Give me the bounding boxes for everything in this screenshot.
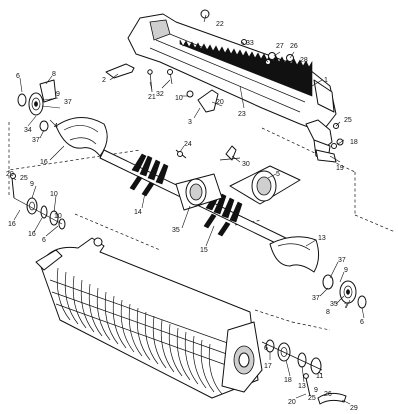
callout-8-left: 8 (52, 71, 56, 78)
callout-16-right: 18 (284, 377, 292, 384)
clip-31 (220, 146, 240, 160)
callout-23: 24 (184, 141, 192, 148)
callout-9-lower-right: 9 (314, 387, 318, 394)
left-bearing-stack (18, 80, 56, 131)
callout-6-left: 6 (16, 73, 20, 80)
callout-22: 23 (238, 111, 246, 118)
hub-detail-inset (230, 166, 300, 204)
callout-4: 4 (54, 123, 58, 130)
callout-21: 22 (216, 21, 224, 28)
pin-23 (176, 150, 186, 158)
callout-26-left: 25 (20, 175, 28, 182)
callout-34: 33 (246, 40, 254, 47)
callout-29: 28 (300, 57, 308, 64)
upper-frame-assembly (128, 10, 343, 160)
callout-10-right: 11 (316, 373, 324, 380)
callout-18: 19 (336, 165, 344, 172)
callout-13-right: 15 (200, 247, 208, 254)
callout-13-left: 14 (134, 209, 142, 216)
callout-25-mid: 25 (308, 395, 316, 402)
callout-19-left: 20 (6, 171, 14, 178)
callout-10-left: 10 (50, 191, 58, 198)
callout-30: 29 (350, 405, 358, 412)
callout-6-right: 6 (360, 319, 364, 326)
callout-37-left-b: 37 (32, 137, 40, 144)
callout-35-left: 34 (24, 127, 32, 134)
callout-2: 2 (102, 77, 106, 84)
callout-9-lower: 9 (30, 181, 34, 188)
callout-25-right: 26 (324, 391, 332, 398)
rotor-drum (36, 238, 262, 398)
callout-12: 13 (318, 235, 326, 242)
callout-6-lower-mid: 6 (264, 345, 268, 352)
callout-5: 5 (276, 171, 280, 178)
callout-36: 35 (172, 227, 180, 234)
callout-27: 26 (290, 43, 298, 50)
callout-17: 18 (350, 139, 358, 146)
callout-19-top: 20 (216, 99, 224, 106)
callout-10-mid: 10 (54, 213, 62, 220)
callout-24: 25 (344, 117, 352, 124)
callout-14: 16 (40, 159, 48, 166)
left-drive-assembly (11, 174, 66, 230)
hook-bracket (198, 90, 218, 112)
callout-33: 32 (156, 91, 164, 98)
callout-11: 13 (298, 383, 306, 390)
callout-37-right-b: 37 (312, 295, 320, 302)
callout-28: 27 (276, 43, 284, 50)
callout-35-right: 35 (330, 301, 338, 308)
callout-37-left: 37 (64, 99, 72, 106)
auger-flight-right (270, 237, 319, 272)
callout-9-right: 9 (344, 267, 348, 274)
callout-32: 31 (252, 57, 260, 64)
callout-8-right: 8 (326, 309, 330, 316)
lower-right-drive (262, 340, 346, 404)
callout-3: 3 (188, 119, 192, 126)
callout-1: 1 (324, 77, 328, 84)
callout-16-left: 16 (28, 231, 36, 238)
callout-16-mid: 17 (264, 363, 272, 370)
callout-9-left: 9 (56, 91, 60, 98)
callout-37-right: 37 (338, 257, 346, 264)
callout-15: 16 (8, 221, 16, 228)
callout-7-right: 7 (344, 303, 348, 310)
callout-19-lower: 20 (288, 399, 296, 406)
callout-10-top: 10 (175, 95, 183, 102)
callout-6-lower-left: 6 (42, 237, 46, 244)
auger-flight-left (56, 117, 107, 156)
callout-31: 30 (242, 161, 250, 168)
callout-20: 21 (148, 94, 156, 101)
